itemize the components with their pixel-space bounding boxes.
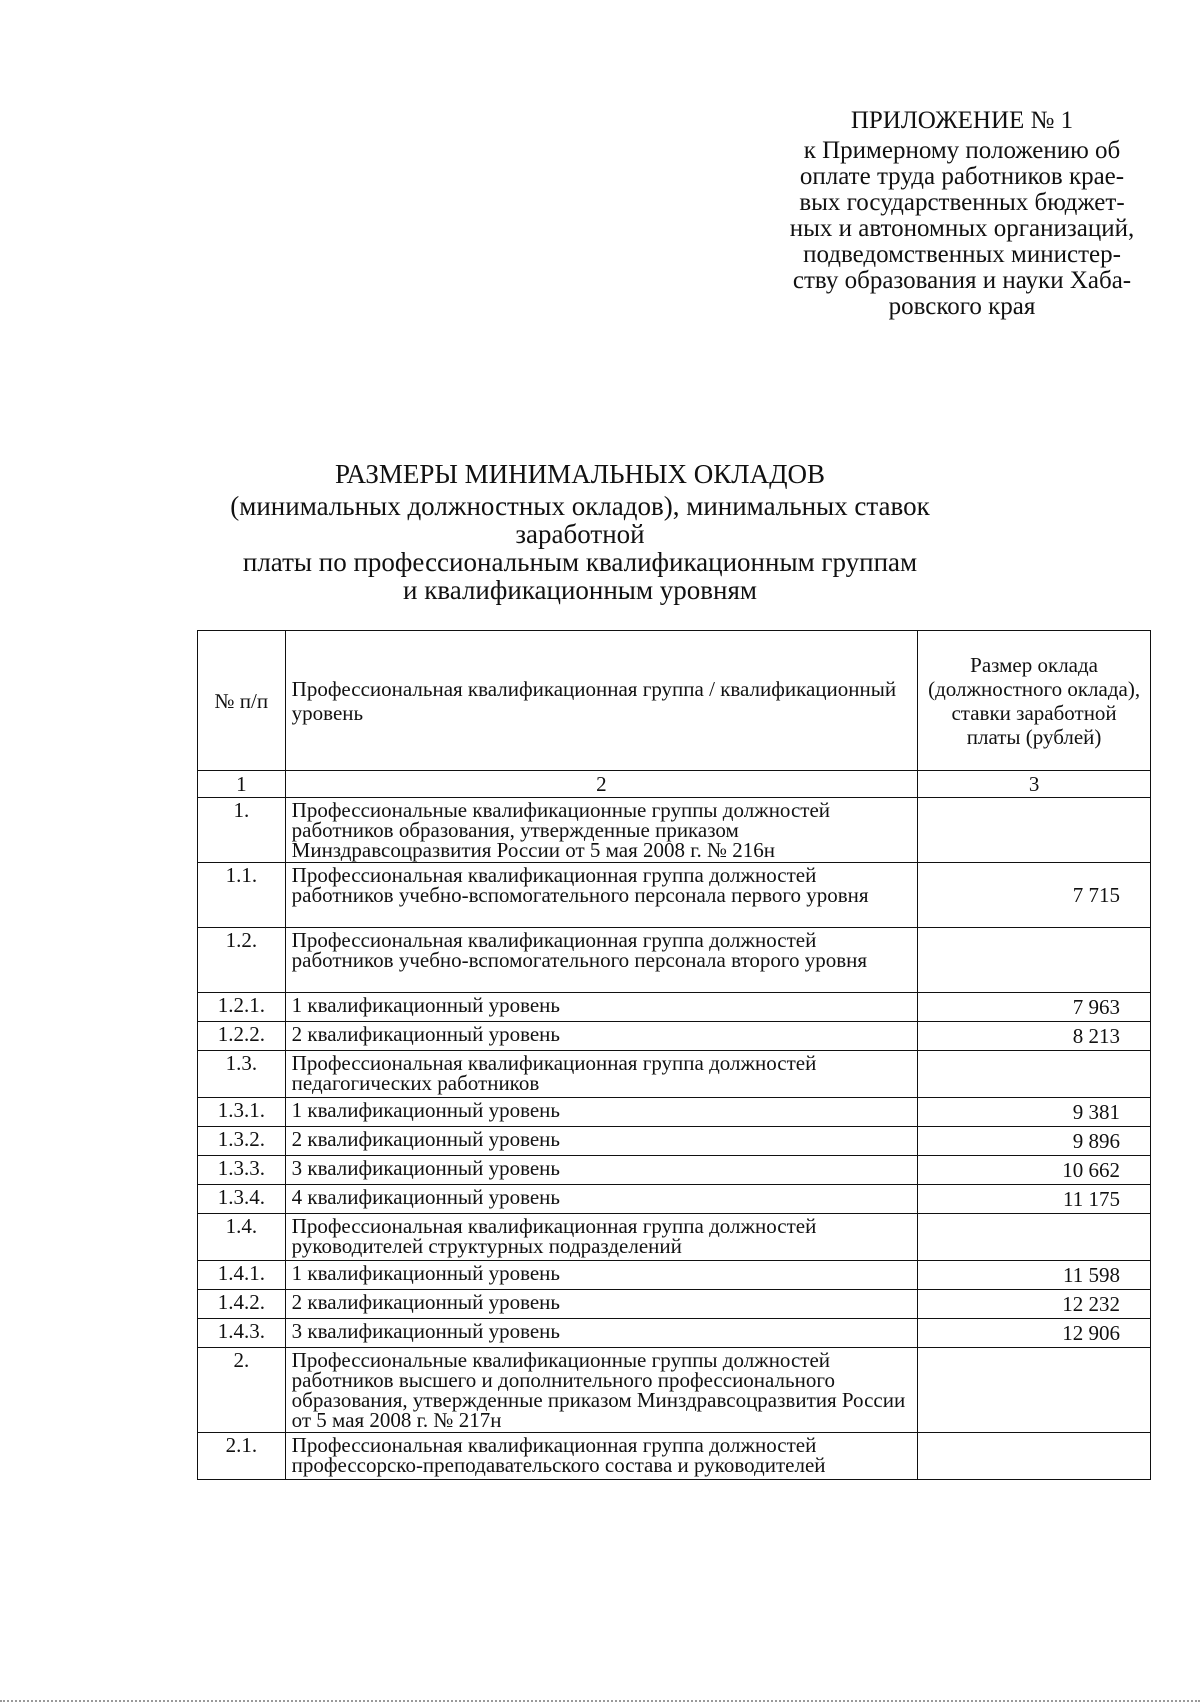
header-salary: Размер оклада (должностного оклада), ставки заработной платы (рублей) — [918, 631, 1151, 771]
row-value: 12 906 — [918, 1319, 1151, 1348]
row-number: 1.4.2. — [198, 1290, 286, 1319]
table-row — [198, 1319, 1151, 1348]
row-value: 9 896 — [918, 1127, 1151, 1156]
row-number: 1.2.2. — [198, 1022, 286, 1051]
row-number: 1.1. — [198, 863, 286, 928]
appendix-block — [762, 108, 1162, 320]
row-number: 1.2.1. — [198, 993, 286, 1022]
col-number: 2 — [285, 771, 918, 798]
table-header-row — [198, 631, 1151, 771]
heading-line: и квалификационным уровням — [403, 575, 757, 605]
row-text: Профессиональная квалификационная группа должностей работников учебно-вспомогательного персонала второго уровня — [285, 928, 918, 993]
col-number: 3 — [918, 771, 1151, 798]
row-value: 8 213 — [918, 1022, 1151, 1051]
table-row — [198, 798, 1151, 863]
row-text: 3 квалификационный уровень — [285, 1156, 918, 1185]
appendix-line: к Примерному положению об — [803, 137, 1121, 164]
table-row — [198, 1098, 1151, 1127]
scan-border-line — [0, 1700, 1200, 1702]
row-value: 7 963 — [918, 993, 1151, 1022]
table-row — [198, 863, 1151, 928]
table-row — [198, 1051, 1151, 1098]
table-row — [198, 1290, 1151, 1319]
row-number: 2.1. — [198, 1433, 286, 1480]
row-text: 1 квалификационный уровень — [285, 1261, 918, 1290]
row-text: 2 квалификационный уровень — [285, 1022, 918, 1051]
row-value: 7 715 — [918, 863, 1151, 928]
row-text: 1 квалификационный уровень — [285, 993, 918, 1022]
appendix-line: оплате труда работников крае- — [799, 163, 1125, 190]
row-text: Профессиональная квалификационная группа должностей руководителей структурных подразделений — [285, 1214, 918, 1261]
appendix-line: ровского края — [888, 293, 1036, 320]
row-text: Профессиональная квалификационная группа должностей профессорско-преподавательского состава и руководителей — [285, 1433, 918, 1480]
row-value — [918, 928, 1151, 993]
row-number: 1.4.3. — [198, 1319, 286, 1348]
row-text: 2 квалификационный уровень — [285, 1127, 918, 1156]
appendix-title: ПРИЛОЖЕНИЕ № 1 — [850, 107, 1074, 134]
row-number: 1.2. — [198, 928, 286, 993]
table-row — [198, 1127, 1151, 1156]
row-value — [918, 1051, 1151, 1098]
row-value — [918, 798, 1151, 863]
row-text: Профессиональные квалификационные группы должностей работников образования, утвержденные приказом Минздравсоцразвития России от 5 мая 2008 г. № 216н — [285, 798, 918, 863]
row-text: 1 квалификационный уровень — [285, 1098, 918, 1127]
row-value: 9 381 — [918, 1098, 1151, 1127]
row-number: 1.3.2. — [198, 1127, 286, 1156]
salary-table — [197, 630, 1151, 1480]
table-row — [198, 1185, 1151, 1214]
row-number: 1.3.3. — [198, 1156, 286, 1185]
table-row — [198, 1022, 1151, 1051]
row-text: 3 квалификационный уровень — [285, 1319, 918, 1348]
row-number: 1.3.4. — [198, 1185, 286, 1214]
row-value: 10 662 — [918, 1156, 1151, 1185]
header-number: № п/п — [198, 631, 286, 771]
col-number: 1 — [198, 771, 286, 798]
row-number: 1. — [198, 798, 286, 863]
row-value — [918, 1433, 1151, 1480]
table-row — [198, 1433, 1151, 1480]
row-text: Профессиональные квалификационные группы должностей работников высшего и дополнительного профессионального образования, утвержденные приказом Минздравсоцразвития России от 5 мая 2008 г. № 217н — [285, 1348, 918, 1433]
row-text: 4 квалификационный уровень — [285, 1185, 918, 1214]
appendix-line: вых государственных бюджет- — [799, 189, 1125, 216]
row-number: 1.3. — [198, 1051, 286, 1098]
table-row — [198, 993, 1151, 1022]
row-value — [918, 1348, 1151, 1433]
row-text: Профессиональная квалификационная группа должностей работников учебно-вспомогательного персонала первого уровня — [285, 863, 918, 928]
row-value — [918, 1214, 1151, 1261]
appendix-line: ству образования и науки Хаба- — [792, 267, 1132, 294]
header-group: Профессиональная квалификационная группа / квалификационный уровень — [285, 631, 918, 771]
appendix-line: подведомственных министер- — [803, 241, 1121, 268]
heading-main: РАЗМЕРЫ МИНИМАЛЬНЫХ ОКЛАДОВ — [334, 459, 826, 489]
row-text: 2 квалификационный уровень — [285, 1290, 918, 1319]
table-row — [198, 928, 1151, 993]
table-row — [198, 1261, 1151, 1290]
column-number-row — [198, 771, 1151, 798]
row-value: 11 598 — [918, 1261, 1151, 1290]
heading-line: (минимальных должностных окладов), минимальных ставок заработной — [230, 491, 930, 549]
row-value: 11 175 — [918, 1185, 1151, 1214]
row-number: 1.4. — [198, 1214, 286, 1261]
row-text: Профессиональная квалификационная группа должностей педагогических работников — [285, 1051, 918, 1098]
row-number: 2. — [198, 1348, 286, 1433]
row-value: 12 232 — [918, 1290, 1151, 1319]
appendix-line: ных и автономных организаций, — [789, 215, 1135, 242]
table-row — [198, 1156, 1151, 1185]
row-number: 1.3.1. — [198, 1098, 286, 1127]
table-row — [198, 1348, 1151, 1433]
document-heading — [220, 460, 940, 604]
heading-line: платы по профессиональным квалификационным группам — [242, 547, 918, 577]
row-number: 1.4.1. — [198, 1261, 286, 1290]
table-row — [198, 1214, 1151, 1261]
